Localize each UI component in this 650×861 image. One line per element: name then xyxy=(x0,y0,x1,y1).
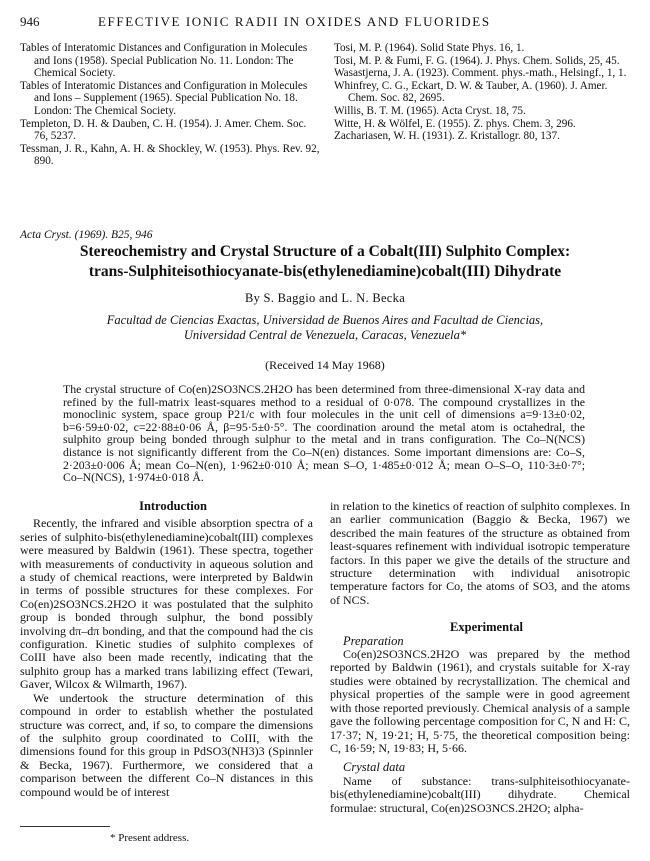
reference xyxy=(334,118,634,131)
article-title-line-2: trans-Sulphiteisothiocyanate-bis(ethylenediamine)cobalt(III) Dihydrate xyxy=(88,263,562,280)
introduction-heading: Introduction xyxy=(139,499,207,513)
crystal-data-heading: Crystal data xyxy=(343,760,406,775)
ref-text: Whinfrey, C. G., Eckart, D. W. & Tauber, A. (1960). J. Amer. Chem. Soc. 82, 2695. xyxy=(334,79,608,105)
preparation-paragraph: Co(en)2SO3NCS.2H2O was prepared by the method reported by Baldwin (1961), and crystals suitable for X-ray studies were obtained by recrystallization. The chemical and physical properties of the sample were in good agreement with those reported previously. Chemical analysis of a sample gave the following percentage composition for C, N and H: C, 17·37; N, 19·21; H, 5·75, the theoretical composition being: C, 16·59; N, 19·83; H, 5·66. xyxy=(330,647,630,755)
continued-paragraph: in relation to the kinetics of reaction of sulphito complexes. In an earlier communication (Baggio & Becka, 1967) we described the main features of the structure as obtained from least-squares refinement with individual isotropic temperature factors. In this paper we give the details of the structure and structure determination with individual anisotropic temperature factors for Co, the atoms of SO3, and the atoms of NCS. xyxy=(330,499,630,607)
article-title-line-1: Stereochemistry and Crystal Structure of a Cobalt(III) Sulphito Complex: xyxy=(79,243,571,260)
ref-text: Tosi, M. P. & Fumi, F. G. (1964). J. Phys. Chem. Solids, 25, 45. xyxy=(334,54,620,67)
affiliation xyxy=(30,313,620,343)
reference xyxy=(334,67,634,80)
references-right xyxy=(334,42,634,143)
reference xyxy=(334,55,634,68)
ref-text: Tosi, M. P. (1964). Solid State Phys. 16, 1. xyxy=(334,42,525,54)
reference xyxy=(20,42,320,80)
reference xyxy=(20,80,320,118)
right-column xyxy=(330,500,630,815)
running-title: EFFECTIVE IONIC RADII IN OXIDES AND FLUORIDES xyxy=(98,14,491,29)
ref-text: Willis, B. T. M. (1965). Acta Cryst. 18, 75. xyxy=(334,104,526,117)
received-date: (Received 14 May 1968) xyxy=(265,358,385,372)
abstract: The crystal structure of Co(en)2SO3NCS.2H2O has been determined from three-dimensional X-ray data and refined by the full-matrix least-squares method to a residual of 0·078. The compound crystallizes in the monoclinic system, space group P21/c with four molecules in the unit cell of dimensions a=9·13±0·02, b=6·59±0·02, c=22·88±0·06 Å, β=95·5±0·5°. The coordination around the metal atom is octahedral, the sulphito group being bonded through sulphur to the metal and in trans configuration. The Co–N(NCS) distance is not significantly different from the Co–N(en) distances. Some important dimensions are: Co–S, 2·203±0·006 Å; mean Co–N(en), 1·962±0·010 Å; mean S–O, 1·485±0·012 Å; mean O–S–O, 110·3±0·7°; Co–N(NCS), 1·974±0·018 Å. xyxy=(63,382,585,485)
footnote-rule xyxy=(20,826,110,827)
ref-text: Zachariasen, W. H. (1931). Z. Kristallogr. 80, 137. xyxy=(334,130,560,143)
reference xyxy=(334,105,634,118)
preparation-heading: Preparation xyxy=(343,633,404,648)
reference xyxy=(334,42,634,55)
experimental-heading: Experimental xyxy=(450,620,523,635)
ref-text: Tessman, J. R., Kahn, A. H. & Shockley, W. (1953). Phys. Rev. 92, 890. xyxy=(20,142,320,168)
journal-citation: Acta Cryst. (1969). B25, 946 xyxy=(20,229,153,241)
affiliation-line-1: Facultad de Ciencias Exactas, Universidad de Buenos Aires and Facultad de Ciencias, xyxy=(106,313,544,327)
authors: By S. Baggio and L. N. Becka xyxy=(244,291,406,305)
ref-text: Templeton, D. H. & Dauben, C. H. (1954). J. Amer. Chem. Soc. 76, 5237. xyxy=(20,117,307,143)
page-number: 946 xyxy=(20,14,40,29)
intro-paragraph-2: We undertook the structure determination of this compound in order to establish whether the postulated structure was correct, and, if so, to compare the dimensions of the sulphito group coordinated to CoIII, with the dimensions found for this group in PdSO3(NH3)3 (Spinnler & Becka, 1967). Furthermore, we considered that a comparison between the different Co–N distances in this compound would be of interest xyxy=(20,690,313,799)
references-left xyxy=(20,42,320,168)
reference xyxy=(334,130,634,143)
reference xyxy=(20,143,320,168)
ref-text: Witte, H. & Wölfel, E. (1955). Z. phys. Chem. 3, 296. xyxy=(334,117,576,130)
footnote: * Present address. xyxy=(110,832,190,844)
affiliation-line-2: Universidad Central de Venezuela, Caracas, Venezuela* xyxy=(183,328,467,342)
reference xyxy=(334,80,634,105)
ref-text: Wasastjerna, J. A. (1923). Comment. phys.-math., Helsingf., 1, 1. xyxy=(334,67,627,80)
running-header xyxy=(20,14,632,32)
left-column xyxy=(20,500,313,799)
ref-text: Tables of Interatomic Distances and Configuration in Molecules and Ions (1958). Special Publication No. 11. London: The Chemical Society. xyxy=(20,42,308,80)
crystal-data-paragraph: Name of substance: trans-sulphiteisothiocyanate-bis(ethylenediamine)cobalt(III) dihydrate. Chemical formulae: structural, Co(en)2SO3NCS.2H2O; alpha- xyxy=(330,773,630,815)
intro-paragraph-1: Recently, the infrared and visible absorption spectra of a series of sulphito-bis(ethylenediamine)cobalt(III) complexes were measured by Baldwin (1961). These spectra, together with measurements of conductivity in aqueous solution and a study of chemical reactions, were interpreted by Baldwin in terms of possible structures for these complexes. For Co(en)2SO3NCS.2H2O it was postulated that the sulphito group is bonded through sulphur, the bond possibly involving dπ–dπ bonding, and that the compound had the cis configuration. Kinetic studies of sulphito complexes of CoIII have also been made recently, indicating that the sulphito group has a marked trans labilizing effect (Tewari, Gaver, Wilcox & Wilmarth, 1967). xyxy=(20,516,313,692)
ref-text: Tables of Interatomic Distances and Configuration in Molecules and Ions – Supplement (1965). Special Publication No. 18. London: The Chemical Society. xyxy=(20,79,308,117)
reference xyxy=(20,118,320,143)
